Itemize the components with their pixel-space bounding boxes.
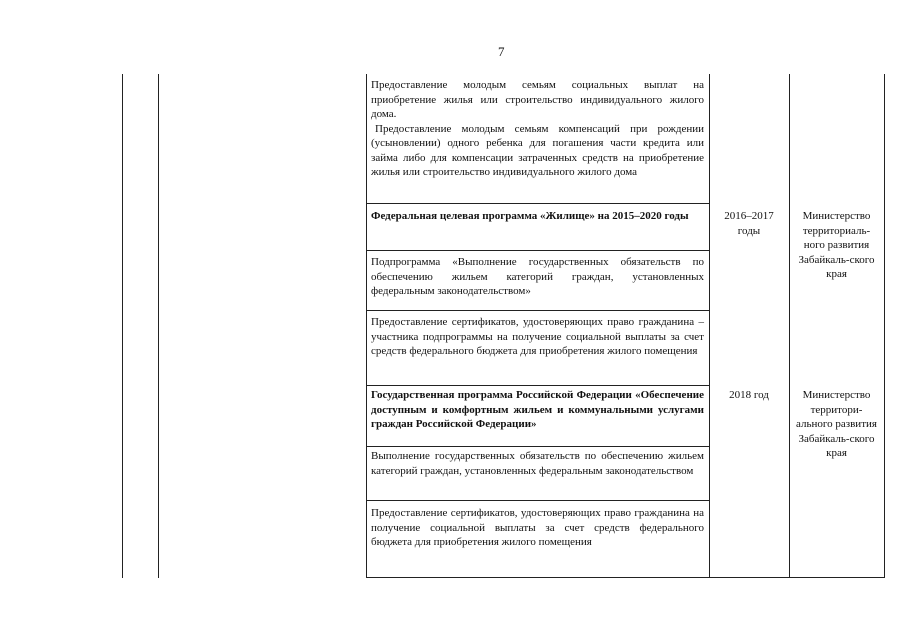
- subprogram-cell: Подпрограмма «Выполнение государственных обязательств по обеспечению жильем категорий граждан, установленных федеральным законодательством»: [371, 256, 704, 297]
- activity-cell: Предоставление сертификатов, удостоверяющих право гражданина на получение социальной выплаты за счет средств федерального бюджета для приобретения жилого помещения: [371, 507, 704, 548]
- table-bottom-border: [366, 577, 885, 578]
- page-number: 7: [498, 44, 505, 59]
- program-title-cell: Федеральная целевая программа «Жилище» на 2015–2020 годы: [371, 210, 689, 222]
- executor-column-left-border: [789, 74, 790, 578]
- row-divider: [366, 500, 709, 501]
- executor-cell: Министерство территориаль-ного развития Забайкаль-ского края: [798, 210, 875, 280]
- period-cell: 2018 год: [729, 389, 769, 401]
- table-right-border: [884, 74, 885, 578]
- row-divider: [366, 446, 709, 447]
- left-margin-line-1: [122, 74, 123, 578]
- program-title-cell: Государственная программа Российской Федерации «Обеспечение доступным и комфортным жильем и коммунальными услугами граждан Российской Федерации»: [371, 389, 704, 430]
- executor-cell: Министерство территори-ального развития Забайкаль-ского края: [796, 389, 877, 459]
- period-column-left-border: [709, 74, 710, 578]
- description-paragraph: Предоставление молодым семьям компенсаций при рождении (усыновлении) одного ребенка для погашения части кредита или займа либо для компенсации затраченных средств на приобретение жилья или строительство индивидуального жилого дома: [371, 122, 704, 178]
- row-divider: [366, 203, 709, 204]
- description-cell: [371, 78, 704, 180]
- left-margin-line-2: [158, 74, 159, 578]
- subprogram-cell: Выполнение государственных обязательств по обеспечению жильем категорий граждан, установленных федеральным законодательством: [371, 450, 704, 477]
- activity-cell: Предоставление сертификатов, удостоверяющих право гражданина – участника подпрограммы на получение социальной выплаты за счет средств федерального бюджета для приобретения жилого помещения: [371, 316, 704, 357]
- row-divider: [366, 385, 709, 386]
- period-cell: 2016–2017 годы: [724, 210, 774, 237]
- description-paragraph: Предоставление молодым семьям социальных выплат на приобретение жилья или строительство индивидуального жилого дома.: [371, 79, 704, 120]
- row-divider: [366, 250, 709, 251]
- row-divider: [366, 310, 709, 311]
- description-column-left-border: [366, 74, 367, 578]
